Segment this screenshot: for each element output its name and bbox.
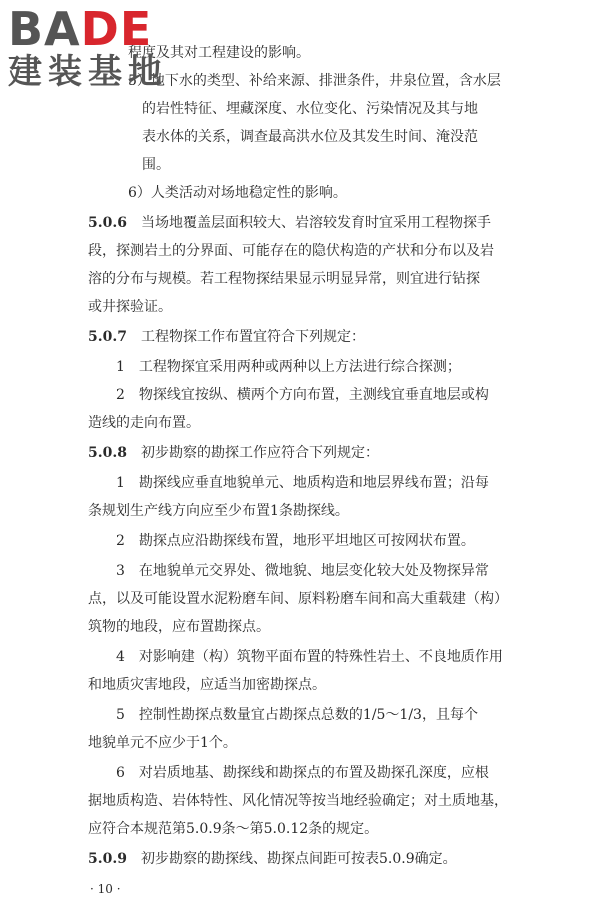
section-number: 5.0.6 — [88, 215, 127, 231]
text-line: 点，以及可能设置水泥粉磨车间、原料粉磨车间和高大重载建（构） — [88, 591, 508, 607]
clause-5-0-9 — [88, 846, 457, 872]
text-line: 应符合本规范第5.0.9条～第5.0.12条的规定。 — [88, 821, 379, 837]
text-line: 2 勘探点应沿勘探线布置，地形平坦地区可按网状布置。 — [116, 533, 475, 549]
clause-5-0-7 — [88, 324, 365, 350]
logo-subtitle: 建装基地 — [8, 52, 168, 92]
text-line: 2 物探线宜按纵、横两个方向布置，主测线宜垂直地层或构 — [116, 387, 489, 403]
text-line: 初步勘察的勘探线、勘探点间距可按表5.0.9确定。 — [140, 851, 457, 867]
text-line: 初步勘察的勘探工作应符合下列规定： — [140, 445, 379, 461]
text-line: 程度及其对工程建设的影响。 — [128, 45, 310, 61]
logo-word-part2: DE — [80, 2, 153, 56]
bade-logo — [8, 2, 168, 92]
text-line: 5 控制性勘探点数量宜占勘探点总数的1/5～1/3，且每个 — [116, 707, 478, 723]
text-line: 溶的分布与规模。若工程物探结果显示明显异常，则宜进行钻探 — [88, 271, 480, 287]
text-line: 3 在地貌单元交界处、微地貌、地层变化较大处及物探异常 — [116, 563, 489, 579]
section-number: 5.0.8 — [88, 445, 127, 461]
page-number: · 10 · — [90, 882, 121, 896]
text-line: 6）人类活动对场地稳定性的影响。 — [128, 185, 347, 201]
text-line: 据地质构造、岩体特性、风化情况等按当地经验确定；对土质地基， — [88, 793, 508, 809]
text-line: 段，探测岩土的分界面、可能存在的隐伏构造的产状和分布以及岩 — [88, 243, 494, 259]
clause-5-0-6 — [88, 210, 491, 236]
text-line: 6 对岩质地基、勘探线和勘探点的布置及勘探孔深度，应根 — [116, 765, 489, 781]
text-line: 造线的走向布置。 — [88, 415, 200, 431]
logo-word-part1: BA — [8, 2, 81, 56]
text-line: 1 工程物探宜采用两种或两种以上方法进行综合探测； — [116, 359, 461, 375]
text-line: 的岩性特征、埋藏深度、水位变化、污染情况及其与地 — [142, 101, 478, 117]
text-line: 筑物的地段，应布置勘探点。 — [88, 619, 270, 635]
text-line: 或井探验证。 — [88, 299, 172, 315]
text-line: 1 勘探线应垂直地貌单元、地质构造和地层界线布置；沿每 — [116, 475, 489, 491]
text-line: 和地质灾害地段，应适当加密勘探点。 — [88, 677, 326, 693]
section-number: 5.0.7 — [88, 329, 127, 345]
text-line: 5）地下水的类型、补给来源、排泄条件，井泉位置，含水层 — [128, 73, 501, 89]
text-line: 地貌单元不应少于1个。 — [88, 735, 237, 751]
text-line: 4 对影响建（构）筑物平面布置的特殊性岩土、不良地质作用 — [116, 649, 503, 665]
text-line: 围。 — [142, 157, 170, 173]
logo-wordmark — [8, 2, 168, 56]
text-line: 表水体的关系，调查最高洪水位及其发生时间、淹没范 — [142, 129, 478, 145]
section-number: 5.0.9 — [88, 851, 127, 867]
clause-5-0-8 — [88, 440, 379, 466]
text-line: 当场地覆盖层面积较大、岩溶较发育时宜采用工程物探手 — [140, 215, 491, 231]
text-line: 条规划生产线方向应至少布置1条勘探线。 — [88, 503, 349, 519]
text-line: 工程物探工作布置宜符合下列规定： — [140, 329, 365, 345]
